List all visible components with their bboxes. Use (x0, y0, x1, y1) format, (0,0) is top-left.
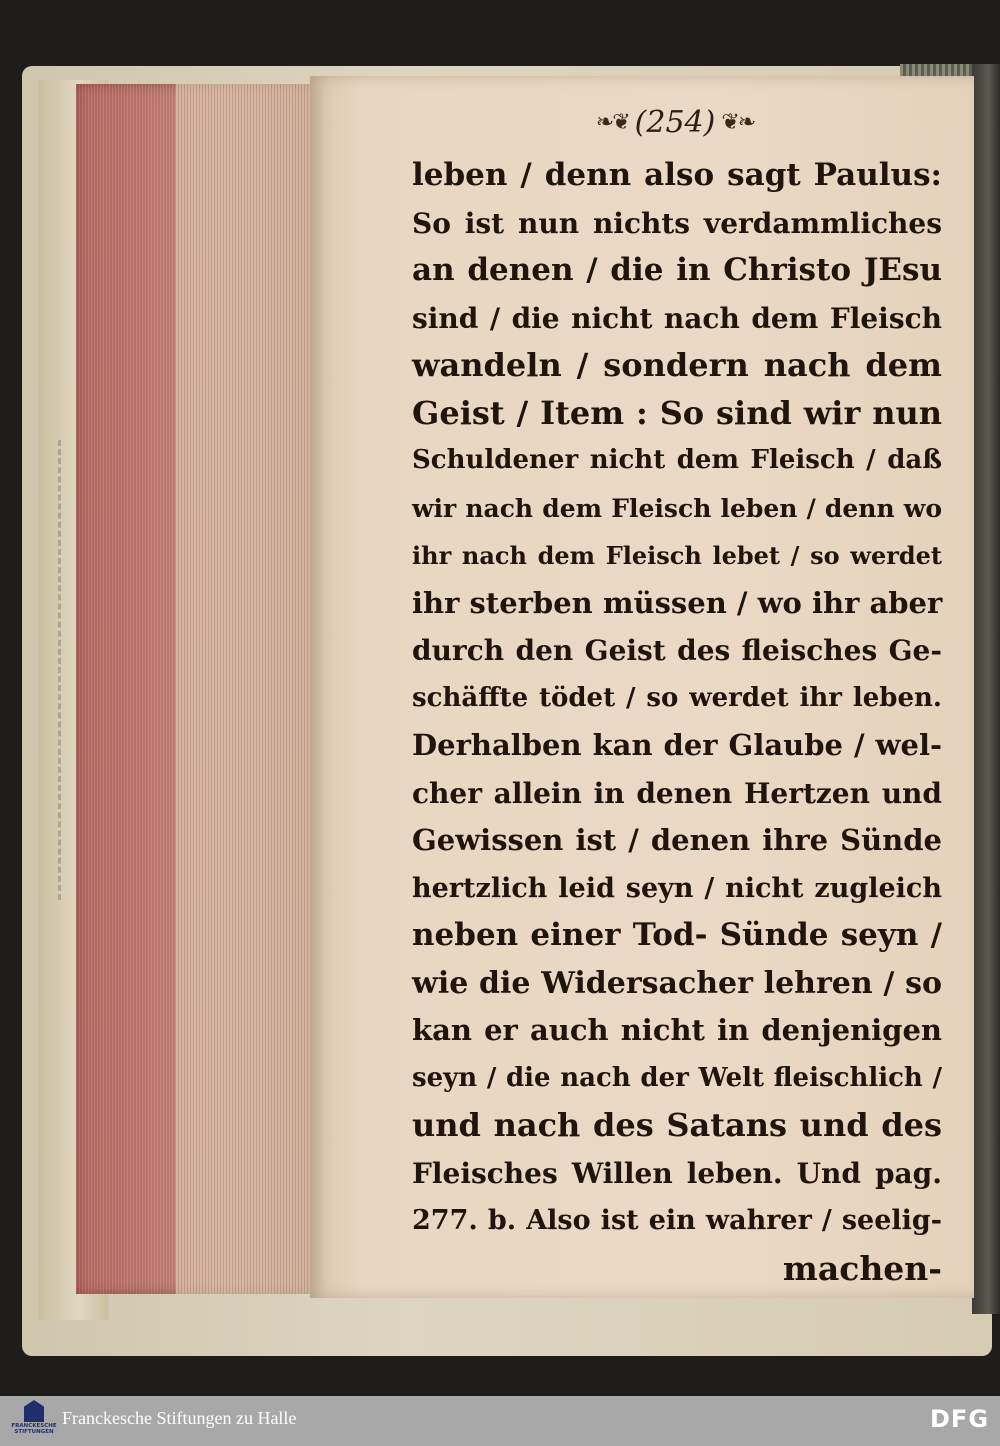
text-line: wandeln / sondern nach dem (412, 346, 942, 384)
page-edges (176, 84, 322, 1294)
text-line: 277. b. Also ist ein wahrer / seelig- (412, 1205, 942, 1236)
francke-logo-text: FRANCKESCHE STIFTUNGEN (11, 1423, 57, 1435)
text-line: ihr sterben müssen / wo ihr aber (412, 585, 943, 620)
text-line-catchword: machen- (782, 1248, 942, 1288)
institution-label[interactable]: Franckesche Stiftungen zu Halle (62, 1408, 297, 1428)
page-text (412, 152, 942, 1292)
right-cover-board (972, 64, 1000, 1314)
text-line: hertzlich leid seyn / nicht zugleich (412, 872, 942, 904)
text-line: Gewissen ist / denen ihre Sünde (412, 823, 942, 857)
text-line: leben / denn also sagt Paulus: (412, 157, 942, 193)
text-line: Fleisches Willen leben. Und pag. (412, 1156, 942, 1190)
text-line: wie die Widersacher lehren / so (412, 965, 942, 1001)
dfg-logo[interactable]: DFG (930, 1405, 990, 1433)
text-line: wir nach dem Fleisch leben / denn wo (412, 493, 942, 523)
text-line: durch den Geist des fleisches Ge- (412, 634, 942, 667)
text-line: an denen / die in Christo JEsu (412, 252, 942, 288)
text-line: seyn / die nach der Welt fleischlich / (412, 1062, 942, 1093)
page-header (560, 100, 790, 144)
francke-logo[interactable] (11, 1400, 57, 1442)
text-line: neben einer Tod- Sünde seyn / (412, 917, 942, 953)
header-ornament-right: ❦❧ (721, 109, 755, 135)
viewer-footer (0, 1396, 1000, 1446)
text-line: Geist / Item : So sind wir nun (412, 393, 942, 432)
text-line: Schuldener nicht dem Fleisch / daß (412, 445, 942, 475)
header-ornament-left: ❧❦ (595, 109, 629, 135)
text-line: Derhalben kan der Glaube / wel- (412, 728, 942, 762)
page-number: (254) (634, 104, 716, 140)
text-line: kan er auch nicht in denjenigen (412, 1013, 942, 1047)
text-line: sind / die nicht nach dem Fleisch (412, 301, 942, 335)
text-line: ihr nach dem Fleisch lebet / so werdet (412, 541, 942, 570)
francke-emblem-icon (24, 1400, 44, 1422)
text-line: und nach des Satans und des (412, 1106, 942, 1144)
text-line: schäffte tödet / so werdet ihr leben. (412, 682, 942, 713)
text-line: cher allein in denen Hertzen und (412, 776, 942, 810)
text-line: So ist nun nichts verdammliches (412, 206, 942, 240)
